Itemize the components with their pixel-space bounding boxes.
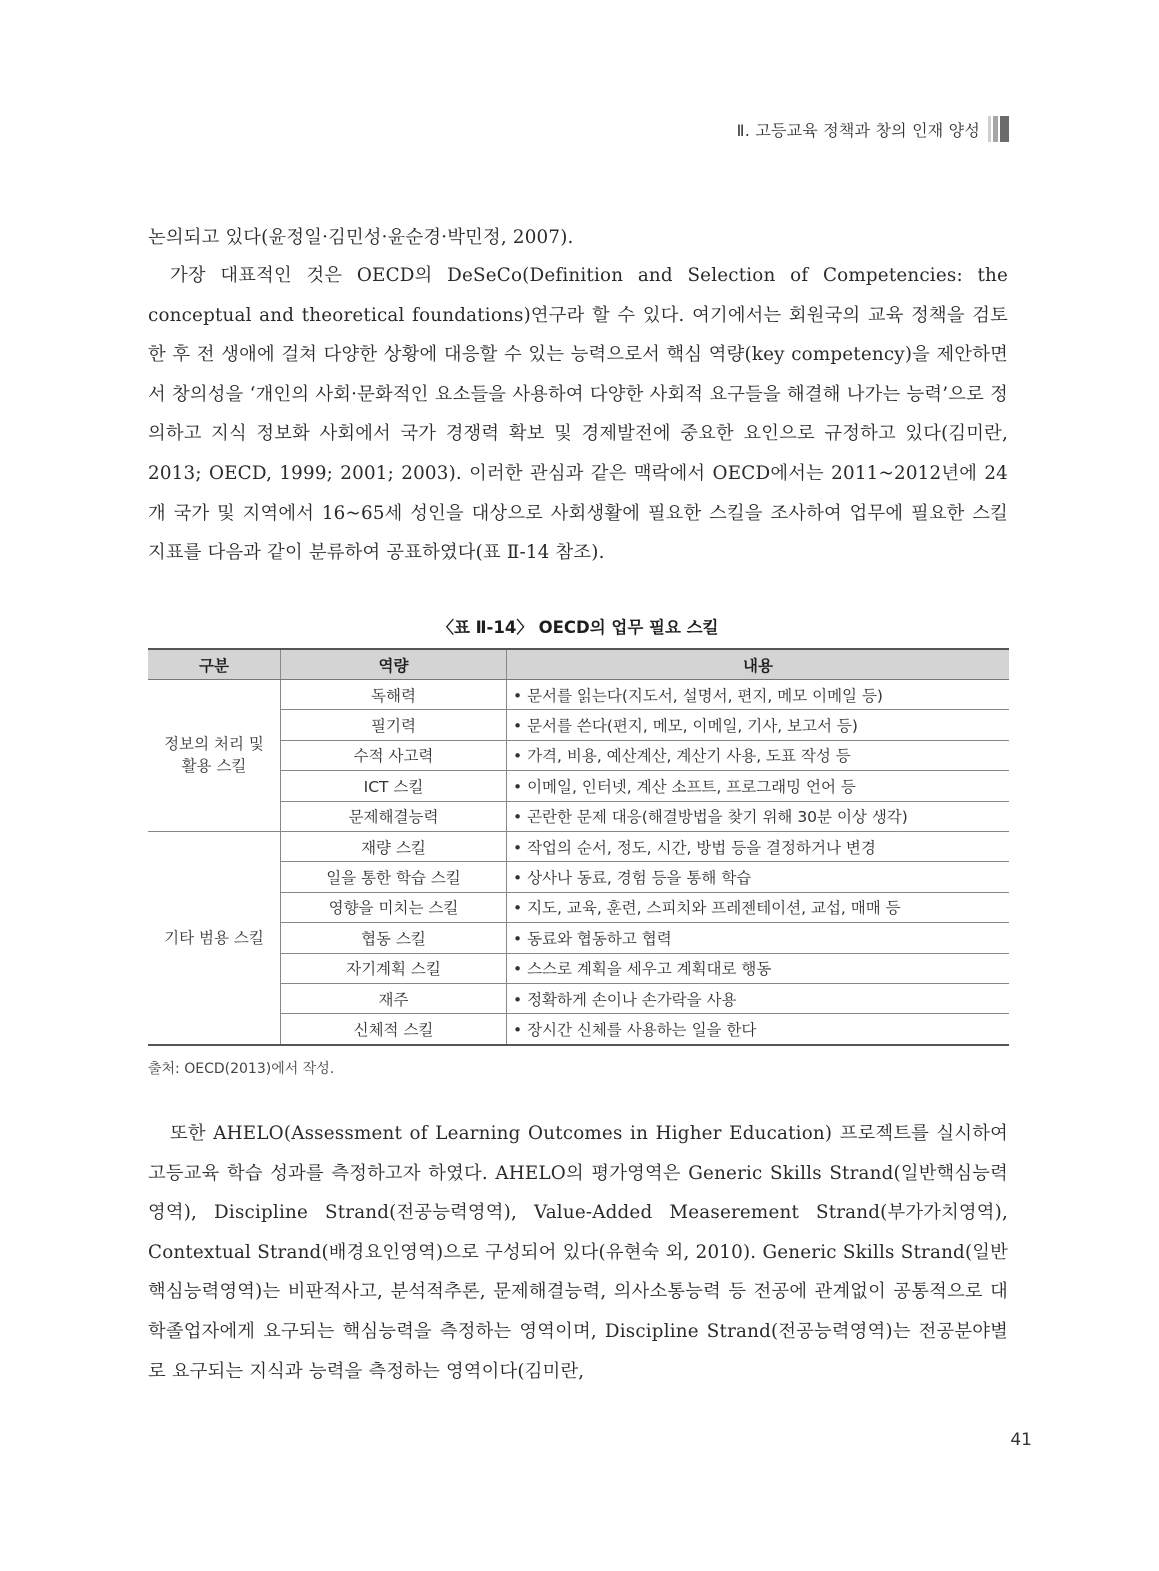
category-cell [148,680,281,832]
skill-cell: ICT 스킬 [281,771,507,801]
content-cell: • 상사나 동료, 경험 등을 통해 학습 [507,862,1010,892]
content-cell: • 정확하게 손이나 손가락을 사용 [507,983,1010,1013]
table-caption: 〈표 Ⅱ-14〉 OECD의 업무 필요 스킬 [437,618,719,637]
content-cell: • 가격, 비용, 예산계산, 계산기 사용, 도표 작성 등 [507,740,1010,770]
skill-cell: 일을 통한 학습 스킬 [281,862,507,892]
skill-cell: 재량 스킬 [281,831,507,861]
skill-cell: 신체적 스킬 [281,1014,507,1045]
header-content: 내용 [507,649,1010,680]
table-row [148,680,1009,710]
content-cell: • 이메일, 인터넷, 계산 소프트, 프로그래밍 언어 등 [507,771,1010,801]
header-competency: 역량 [281,649,507,680]
skill-cell: 필기력 [281,710,507,740]
skill-cell: 재주 [281,983,507,1013]
content-cell: • 동료와 협동하고 협력 [507,923,1010,953]
content-cell: • 문서를 읽는다(지도서, 설명서, 편지, 메모 이메일 등) [507,680,1010,710]
header-decoration-bar [988,116,1009,142]
skills-table [148,648,1009,1046]
header-category: 구분 [148,649,281,680]
skill-cell: 수적 사고력 [281,740,507,770]
skill-cell: 문제해결능력 [281,801,507,831]
table-row [148,831,1009,861]
skill-cell: 협동 스킬 [281,923,507,953]
table-header-row [148,649,1009,680]
content-cell: • 문서를 쓴다(편지, 메모, 이메일, 기사, 보고서 등) [507,710,1010,740]
skill-cell: 자기계획 스킬 [281,953,507,983]
running-title: Ⅱ. 고등교육 정책과 창의 인재 양성 [736,120,980,140]
content-cell: • 장시간 신체를 사용하는 일을 한다 [507,1014,1010,1045]
content-cell: • 곤란한 문제 대응(해결방법을 찾기 위해 30분 이상 생각) [507,801,1010,831]
page-number: 41 [1010,1430,1032,1450]
category-label: 정보의 처리 및 활용 스킬 [164,735,264,776]
content-cell: • 스스로 계획을 세우고 계획대로 행동 [507,953,1010,983]
skill-cell: 독해력 [281,680,507,710]
content-cell: • 작업의 순서, 정도, 시간, 방법 등을 결정하거나 변경 [507,831,1010,861]
running-header [737,116,1009,142]
content-cell: • 지도, 교육, 훈련, 스피치와 프레젠테이션, 교섭, 매매 등 [507,892,1010,922]
paragraph-3: 또한 AHELO(Assessment of Learning Outcomes in Higher Education) 프로젝트를 실시하여 고등교육 학습 성과를 측정하고자 하였다. AHELO의 평가영역은 Generic Skills Strand(일반핵심능력영역), Discipline Strand(전공능력영역), Value-Added Measerement Strand(부가가치영역), Contextual Strand(배경요인영역)으로 구성되어 있다(유현숙 외, 2010). Generic Skills Strand(일반핵심능력영역)는 비판적사고, 분석적추론, 문제해결능력, 의사소통능력 등 전공에 관계없이 공통적으로 대학졸업자에게 요구되는 핵심능력을 측정하는 영역이며, Discipline Strand(전공능력영역)는 전공분야별로 요구되는 지식과 능력을 측정하는 영역이다(김미란, [148,1123,1008,1382]
skill-cell: 영향을 미치는 스킬 [281,892,507,922]
category-cell [148,831,281,1044]
paragraph-2: 가장 대표적인 것은 OECD의 DeSeCo(Definition and Selection of Competencies: the conceptual and theoretical foundations)연구라 할 수 있다. 여기에서는 회원국의 교육 정책을 검토한 후 전 생애에 걸쳐 다양한 상황에 대응할 수 있는 능력으로서 핵심 역량(key competency)을 제안하면서 창의성을 ‘개인의 사회·문화적인 요소들을 사용하여 다양한 사회적 요구들을 해결해 나가는 능력’으로 정의하고 지식 정보화 사회에서 국가 경쟁력 확보 및 경제발전에 중요한 요인으로 규정하고 있다(김미란, 2013; OECD, 1999; 2001; 2003). 이러한 관심과 같은 맥락에서 OECD에서는 2011~2012년에 24개 국가 및 지역에서 16~65세 성인을 대상으로 사회생활에 필요한 스킬을 조사하여 업무에 필요한 스킬 지표를 다음과 같이 분류하여 공표하였다(표 Ⅱ-14 참조). [148,265,1008,564]
table-source-note: 출처: OECD(2013)에서 작성. [148,1061,335,1077]
category-label: 기타 범용 스킬 [164,928,264,947]
paragraph-1: 논의되고 있다(윤정일·김민성·윤순경·박민정, 2007). [148,227,574,248]
